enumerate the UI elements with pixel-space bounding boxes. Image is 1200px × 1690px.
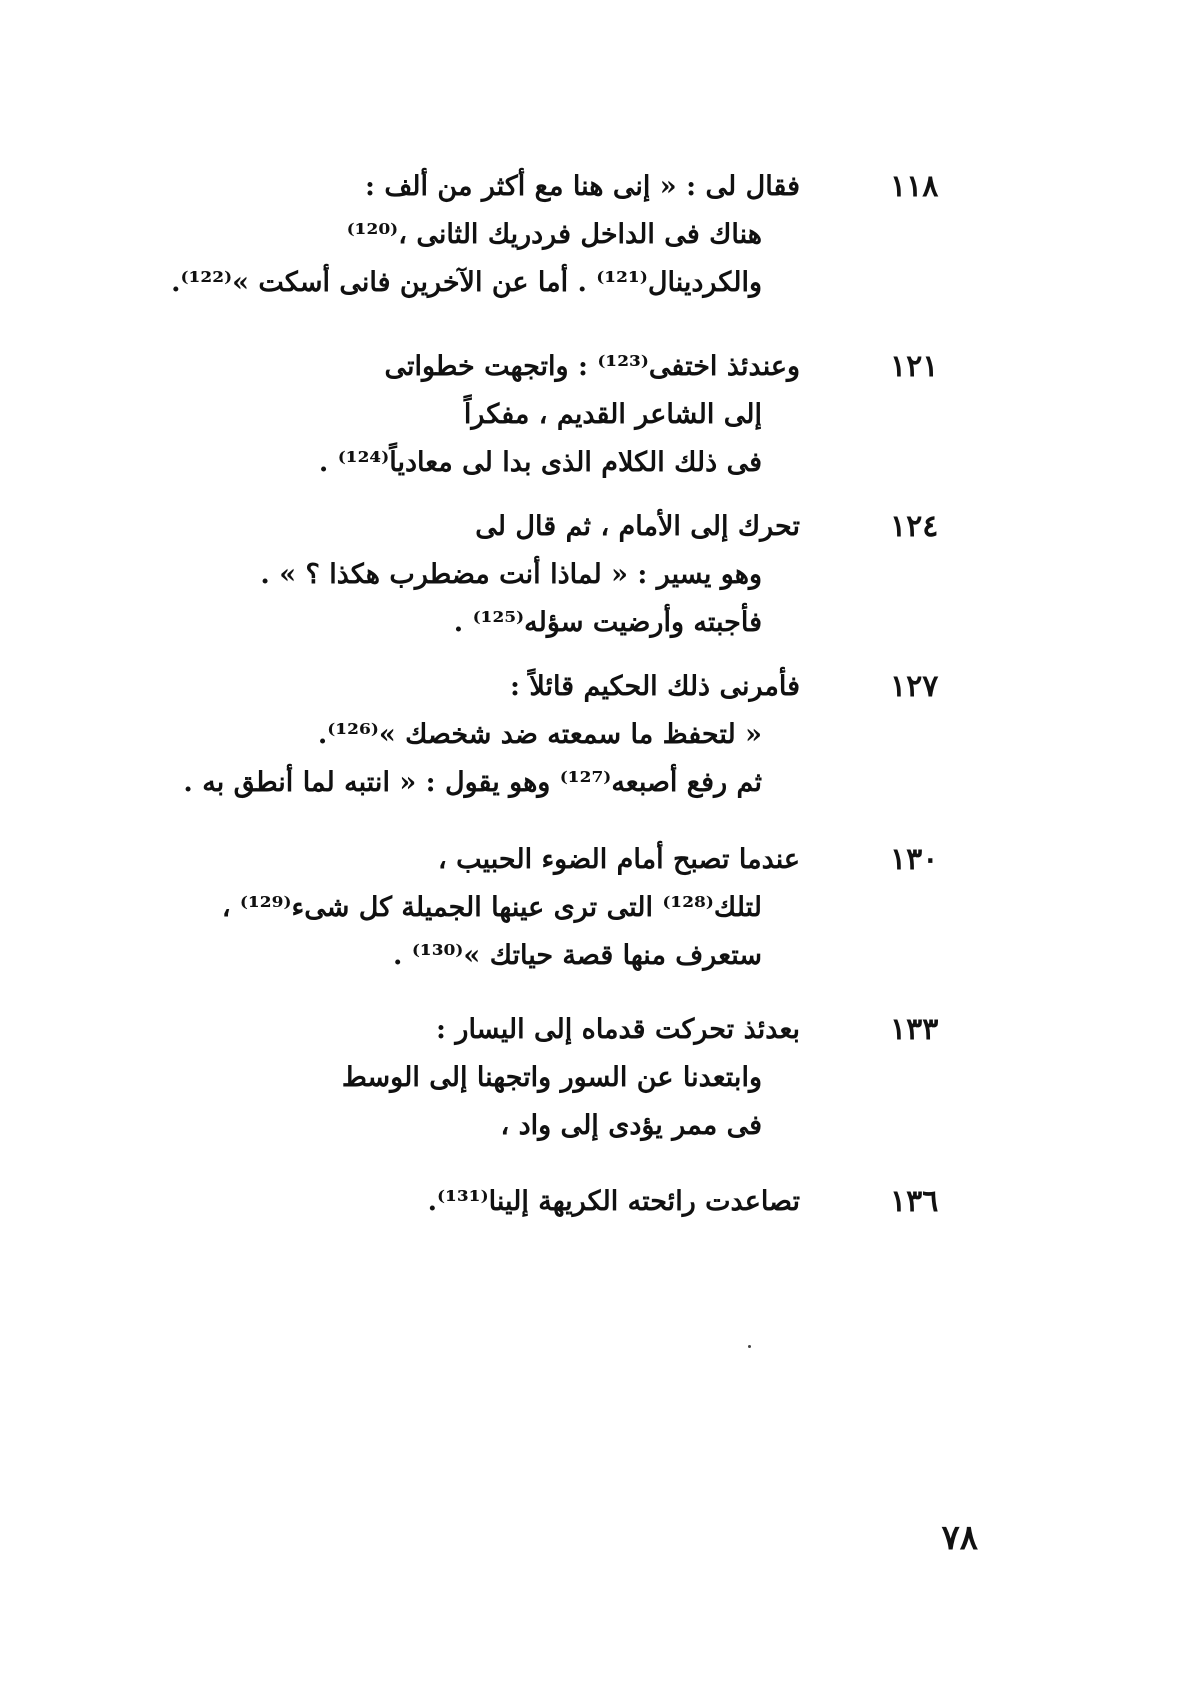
verse-line: وعندئذ اختفى⁽¹²³⁾ : واتجهت خطواتى <box>384 351 800 382</box>
stanza-127 <box>150 665 970 865</box>
line-number: ١٢٤ <box>890 509 939 544</box>
verse-line: فأمرنى ذلك الحكيم قائلاً : <box>509 671 800 702</box>
stanza-136 <box>150 1180 970 1240</box>
verse-line: بعدئذ تحركت قدماه إلى اليسار : <box>436 1014 800 1045</box>
verse-line: وهو يسير : « لماذا أنت مضطرب هكذا ؟ » . <box>260 559 762 590</box>
verse-line: فى ذلك الكلام الذى بدا لى معادياً⁽¹²⁴⁾ . <box>318 447 762 478</box>
stanza-133 <box>150 1008 970 1208</box>
page-number: ٧٨ <box>941 1518 978 1558</box>
verse-line: تصاعدت رائحته الكريهة إلينا⁽¹³¹⁾. <box>427 1186 800 1217</box>
verse-line: ستعرف منها قصة حياتك »⁽¹³⁰⁾ . <box>393 940 762 971</box>
line-number: ١٢٧ <box>890 669 939 704</box>
line-number: ١٢١ <box>890 349 939 384</box>
verse-line: إلى الشاعر القديم ، مفكراً <box>463 399 762 430</box>
verse-line: لتلك⁽¹²⁸⁾ التى ترى عينها الجميلة كل شىء⁽¹²⁹⁾ ، <box>221 892 762 923</box>
stanza-118 <box>150 165 970 365</box>
verse-line: فأجبته وأرضيت سؤله⁽¹²⁵⁾ . <box>453 607 762 638</box>
verse-line: « لتحفظ ما سمعته ضد شخصك »⁽¹²⁶⁾. <box>317 719 762 750</box>
line-number: ١٣٦ <box>890 1184 939 1219</box>
verse-line: تحرك إلى الأمام ، ثم قال لى <box>475 511 800 542</box>
verse-line: فقال لى : « إنى هنا مع أكثر من ألف : <box>364 171 800 202</box>
verse-line: عندما تصبح أمام الضوء الحبيب ، <box>438 844 800 875</box>
verse-line: هناك فى الداخل فردريك الثانى ،⁽¹²⁰⁾ <box>346 219 762 250</box>
verse-line: ثم رفع أصبعه⁽¹²⁷⁾ وهو يقول : « انتبه لما أنطق به . <box>183 767 762 798</box>
verse-line: فى ممر يؤدى إلى واد ، <box>500 1110 762 1141</box>
line-number: ١٣٠ <box>890 842 939 877</box>
line-number: ١٣٣ <box>890 1012 939 1047</box>
scan-speck <box>748 1345 751 1348</box>
verse-line: والكردينال⁽¹²¹⁾ . أما عن الآخرين فانى أسكت »⁽¹²²⁾. <box>171 267 762 298</box>
line-number: ١١٨ <box>890 169 939 204</box>
verse-line: وابتعدنا عن السور واتجهنا إلى الوسط <box>341 1062 762 1093</box>
